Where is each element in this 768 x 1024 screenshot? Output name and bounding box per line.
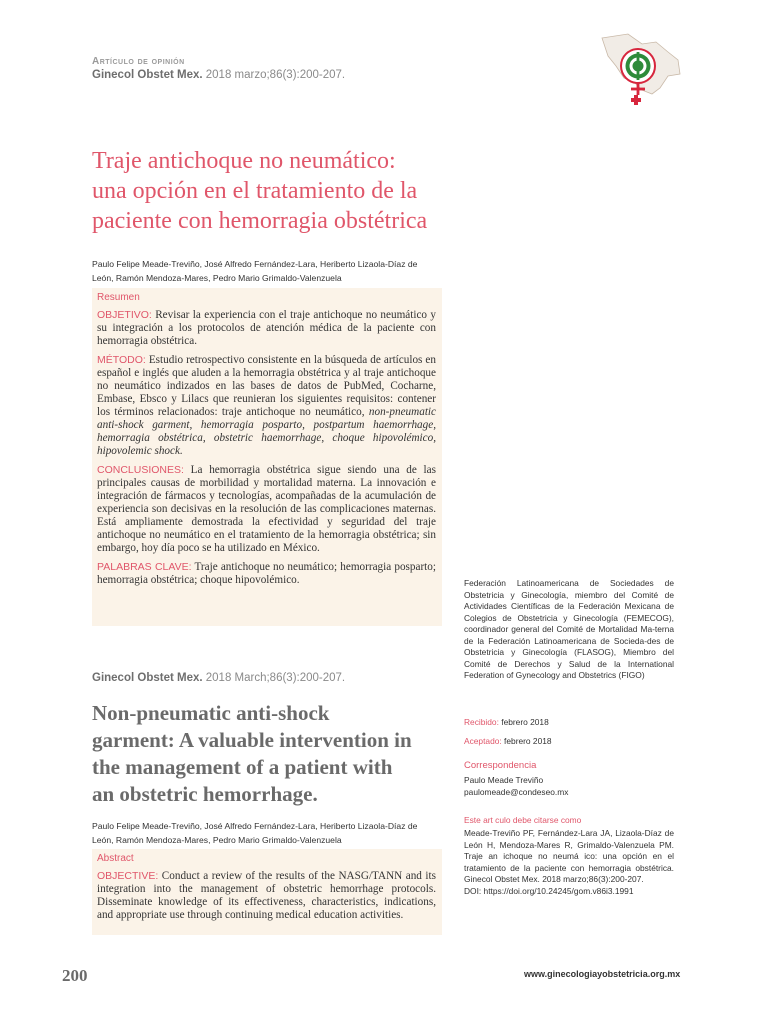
doi-link[interactable]: DOI: https://doi.org/10.24245/gom.v86i3.1991 (464, 885, 634, 896)
metodo-label: MÉTODO: (97, 354, 146, 366)
resumen-conclusiones (92, 464, 442, 555)
journal-issue: 2018 marzo;86(3):200-207. (202, 69, 346, 81)
page-number: 200 (62, 966, 88, 985)
abstract-heading: Abstract (97, 853, 134, 864)
cite-heading: Este art culo debe citarse como (464, 815, 582, 825)
authors-es: Paulo Felipe Meade-Treviño, José Alfredo Fernández-Lara, Heriberto Lizaola-Díaz de León, Ramón Mendoza-Mares, Pedro Mario Grimaldo-Valenzuela (92, 259, 418, 283)
authors-en: Paulo Felipe Meade-Treviño, José Alfredo Fernández-Lara, Heriberto Lizaola-Díaz de León, Ramón Mendoza-Mares, Pedro Mario Grimaldo-Valenzuela (92, 821, 418, 845)
accepted-date (464, 736, 552, 748)
section-label: Artículo de opinión (92, 56, 185, 67)
received-value: febrero 2018 (498, 717, 549, 727)
correspondence-name: Paulo Meade Treviño (464, 775, 544, 785)
journal-reference-es (92, 69, 345, 81)
conclusiones-text: La hemorragia obstétrica sigue siendo una de las principales causas de morbilidad y mortalidad materna. La innovación e integración de fármacos y tecnologías, acompañadas de la acumulación de experiencia son decisivas en la resolución de las complicaciones maternas. Está ampliamente demostrada la efectividad y seguridad del traje antichoque no neumático en el tratamiento de la hemorragia obstétrica; sin embargo, hoy día poco se ha utilizado en México. (97, 464, 436, 554)
correspondence-email[interactable]: paulomeade@condeseo.mx (464, 786, 569, 797)
citation-text: Meade-Treviño PF, Fernández-Lara JA, Lizaola-Díaz de León H, Mendoza-Mares R, Grimaldo-Valenzuela PM. Traje an ichoque no neumá ico: una opción en el tratamiento de la paciente con hemorragia obstétrica. Ginecol Obstet Mex. 2018 marzo;86(3):200-207. (464, 828, 674, 884)
accepted-value: febrero 2018 (501, 736, 552, 746)
author-affiliation: Federación Latinoamericana de Sociedades de Obstetricia y Ginecología, miembro del Comité de Actividades Científicas de la Federación Mexicana de Colegios de Obstetricia y Ginecología (FEMECOG), coordinador general del Comité de Mortalidad Ma-terna de la Federación Latinoamericana de Socieda-des de Obstetricia y Ginecología (FLASOG), Miembro del Comité de Derechos y Salud de la International Federation of Gynecology and Obstetrics (FIGO) (464, 578, 674, 680)
resumen-metodo (92, 354, 442, 458)
website-link[interactable]: www.ginecologiayobstetricia.org.mx (524, 969, 681, 979)
received-label: Recibido: (464, 717, 499, 727)
abstract-objective (92, 870, 442, 922)
palabras-clave-label: PALABRAS CLAVE: (97, 561, 192, 573)
received-date (464, 717, 549, 729)
objetivo-text: Revisar la experiencia con el traje antichoque no neumático y su integración a los protocolos de atención médica de la paciente con hemorragia obstétrica. (97, 309, 436, 347)
objetivo-label: OBJETIVO: (97, 309, 152, 321)
journal-reference-en (92, 672, 345, 684)
resumen-box (92, 288, 442, 626)
correspondence (464, 775, 568, 798)
resumen-objetivo (92, 309, 442, 348)
abstract-box (92, 849, 442, 935)
article-title-en: Non-pneumatic anti-shock garment: A valuable intervention in the management of a patient with an obstetric hemorrhage. (92, 701, 412, 806)
article-title-es: Traje antichoque no neumático: una opción en el tratamiento de la paciente con hemorragia obstétrica (92, 148, 428, 234)
correspondence-heading: Correspondencia (464, 760, 537, 771)
resumen-heading: Resumen (97, 292, 140, 303)
red-cross-icon (631, 95, 641, 105)
journal-issue-en: 2018 March;86(3):200-207. (202, 672, 346, 684)
objective-label: OBJECTIVE: (97, 870, 159, 882)
metodo-italic: non-pneumatic anti-shock garment, hemorragia posparto, postpartum haemorrhage, hemorragia obstétrica, obstetric haemorrhage, choque hipovolémico, hipovolemic shock. (97, 406, 436, 457)
journal-name-en: Ginecol Obstet Mex. (92, 672, 203, 684)
conclusiones-label: CONCLUSIONES: (97, 464, 184, 476)
citation (464, 828, 674, 897)
objective-text: Conduct a review of the results of the NASG/TANN and its integration into the management of obstetric hemorrhage protocols. Disseminate knowledge of its effectiveness, characteristics, indications, and appropriate use through continuing medical education activities. (97, 870, 436, 921)
metodo-text: Estudio retrospectivo consistente en la búsqueda de artículos en español e inglés que aluden a la hemorragia obstétrica y al traje antichoque no neumático indizados en las bases de datos de PubMed, Cocharne, Embase, Ebsco y Lilacs que reunieran los siguientes requisitos: contener los términos relacionados: traje antichoque no neumático, (97, 354, 436, 418)
accepted-label: Aceptado: (464, 736, 502, 746)
mexico-map-logo-icon (598, 30, 684, 114)
palabras-clave-text: Traje antichoque no neumático; hemorragia posparto; hemorragia obstétrica; choque hipovolémico. (97, 561, 436, 586)
resumen-palabras-clave (92, 561, 442, 587)
journal-name: Ginecol Obstet Mex. (92, 69, 203, 81)
